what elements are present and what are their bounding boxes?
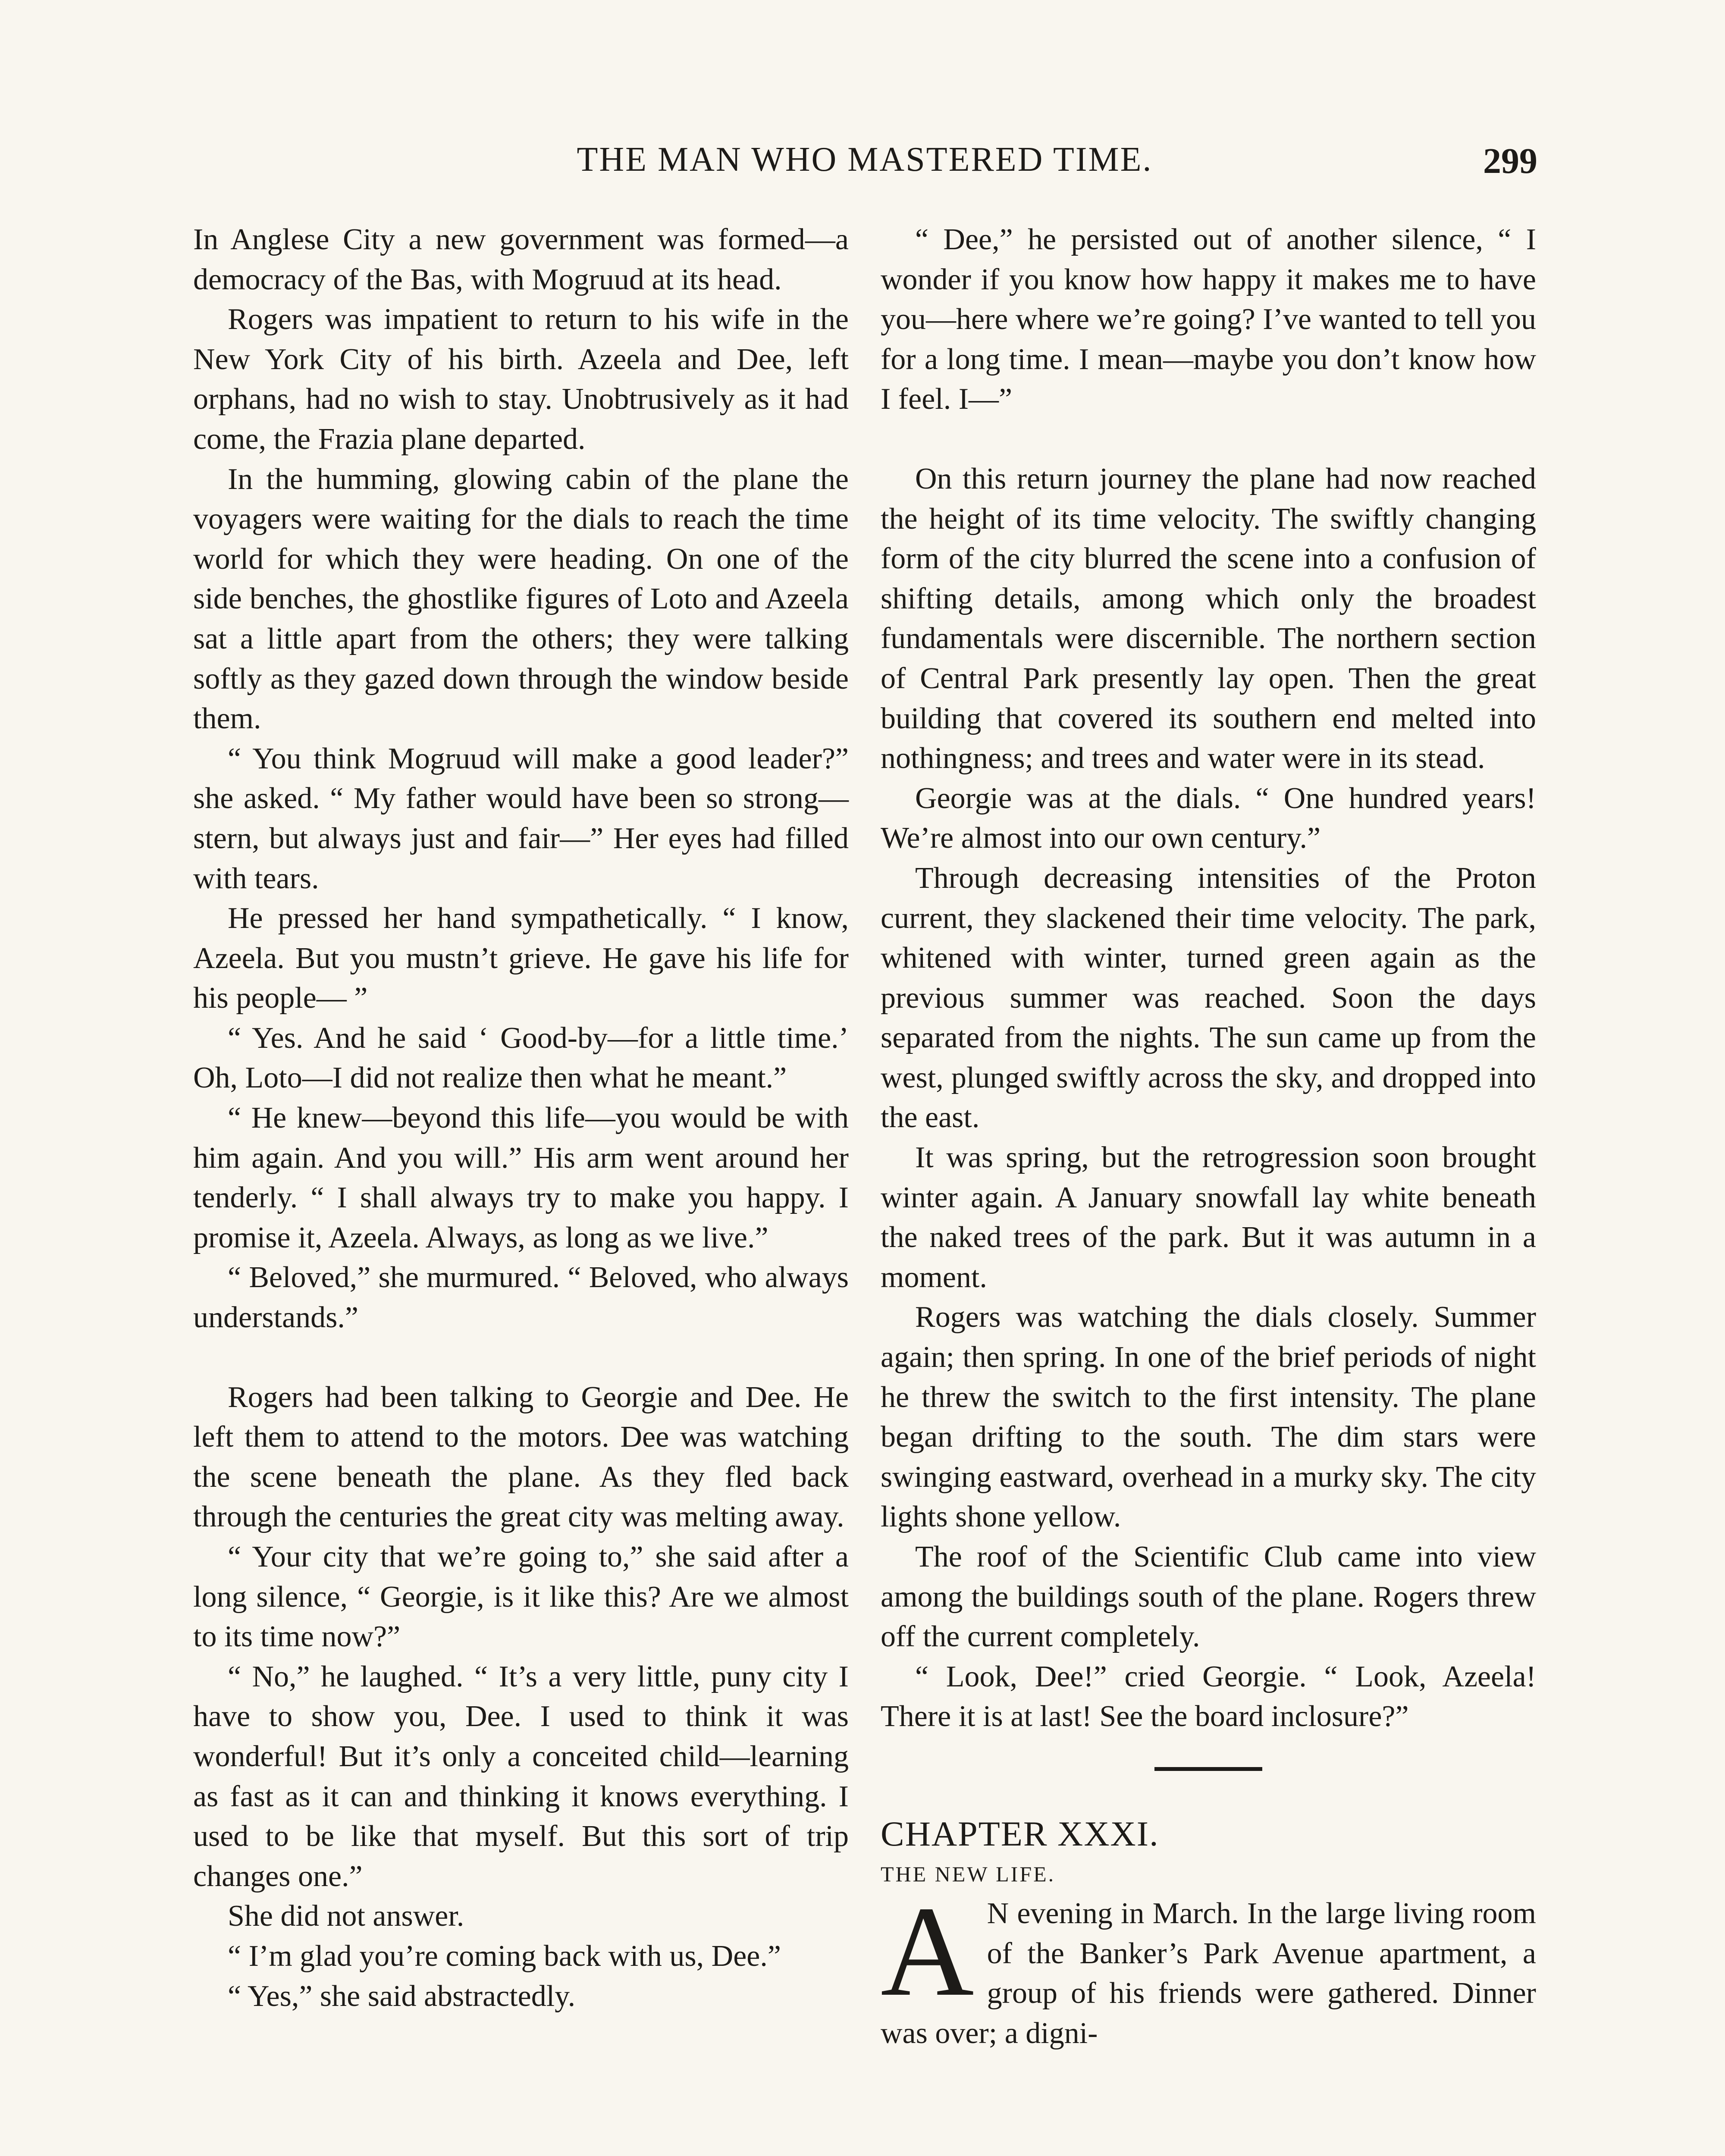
- chapter-opening-paragraph: [881, 1880, 1536, 2053]
- paragraph: “ You think Mogruud will make a good leader?” she asked. “ My father would have been so strong—stern, but always just and fair—” Her eyes had filled with tears.: [193, 742, 849, 895]
- paragraph: It was spring, but the retrogression soon brought winter again. A January snowfall lay white beneath the naked trees of the park. But it was autumn in a moment.: [881, 1141, 1536, 1294]
- paragraph: Through decreasing intensities of the Proton current, they slackened their time velocity. The park, whitened with winter, turned green again as the previous summer was reached. Soon the days separated from the nights. The sun came up from the west, plunged swiftly across the sky, and dropped into the east.: [881, 861, 1536, 1134]
- paragraph: “ Yes,” she said abstractedly.: [228, 1979, 576, 2013]
- paragraph: In the humming, glowing cabin of the plane the voyagers were waiting for the dials to reach the time world for which they were heading. On one of the side benches, the ghostlike figures of Loto and Azeela sat a little apart from the others; they were talking softly as they gazed down through the window beside them.: [193, 462, 849, 736]
- paragraph: “ Your city that we’re going to,” she said after a long silence, “ Georgie, is it like this? Are we almost to its time now?”: [193, 1540, 849, 1654]
- paragraph: On this return journey the plane had now reached the height of its time velocity. The swiftly changing form of the city blurred the scene into a confusion of shifting details, among which only the broadest fundamentals were discernible. The northern section of Central Park presently lay open. Then the great building that covered its southern end melted into nothingness; and trees and water were in its stead.: [881, 462, 1536, 775]
- paragraph: “ Look, Dee!” cried Georgie. “ Look, Azeela! There it is at last! See the board inclosure?”: [881, 1660, 1536, 1733]
- page-header: [0, 140, 1725, 188]
- paragraph: Georgie was at the dials. “ One hundred years! We’re almost into our own century.”: [881, 781, 1536, 855]
- paragraph: Rogers had been talking to Georgie and Dee. He left them to attend to the motors. Dee was watching the scene beneath the plane. As they fled back through the centuries the great city was melting away.: [193, 1380, 849, 1534]
- paragraph: “ I’m glad you’re coming back with us, Dee.”: [228, 1939, 781, 1973]
- page-number: 299: [1483, 141, 1537, 181]
- paragraph: In Anglese City a new government was formed—a democracy of the Bas, with Mogruud at its head.: [193, 223, 849, 296]
- paragraph: The roof of the Scientific Club came into view among the buildings south of the plane. Rogers threw off the current completely.: [881, 1540, 1536, 1654]
- right-column: [881, 220, 1536, 2054]
- paragraph: “ He knew—beyond this life—you would be with him again. And you will.” His arm went around her tenderly. “ I shall always try to make you happy. I promise it, Azeela. Always, as long as we live.”: [193, 1101, 849, 1254]
- running-title: THE MAN WHO MASTERED TIME.: [577, 141, 1153, 179]
- paragraph: “ Beloved,” she murmured. “ Beloved, who always understands.”: [193, 1261, 849, 1335]
- paragraph: “ Dee,” he persisted out of another silence, “ I wonder if you know how happy it makes me to have you—here where we’re going? I’ve wanted to tell you for a long time. I mean—maybe you don’t know how I feel. I—”: [881, 223, 1536, 416]
- section-divider: [1154, 1767, 1262, 1771]
- drop-cap: A: [881, 1880, 974, 2023]
- paragraph: “ No,” he laughed. “ It’s a very little, puny city I have to show you, Dee. I used to think it was wonderful! But it’s only a conceited child—learning as fast as it can and thinking it knows everything. I used to be like that myself. But this sort of trip changes one.”: [193, 1660, 849, 1893]
- chapter-opening-text: N evening in March. In the large living room of the Banker’s Park Avenue apartment, a group of his friends were gathered. Dinner was over; a digni-: [881, 1897, 1536, 2050]
- chapter-title: CHAPTER XXXI.: [881, 1814, 1159, 1853]
- chapter-subtitle: THE NEW LIFE.: [881, 1861, 1056, 1886]
- paragraph: Rogers was watching the dials closely. Summer again; then spring. In one of the brief periods of night he threw the switch to the first intensity. The plane began drifting to the south. The dim stars were swinging eastward, overhead in a murky sky. The city lights shone yellow.: [881, 1300, 1536, 1534]
- paragraph: She did not answer.: [228, 1899, 464, 1933]
- paragraph: Rogers was impatient to return to his wife in the New York City of his birth. Azeela and Dee, left orphans, had no wish to stay. Unobtrusively as it had come, the Frazia plane departed.: [193, 303, 849, 456]
- left-column: [193, 220, 849, 2016]
- paragraph: He pressed her hand sympathetically. “ I know, Azeela. But you mustn’t grieve. He gave his life for his people— ”: [193, 902, 849, 1015]
- paragraph: “ Yes. And he said ‘ Good-by—for a little time.’ Oh, Loto—I did not realize then what he meant.”: [193, 1021, 849, 1095]
